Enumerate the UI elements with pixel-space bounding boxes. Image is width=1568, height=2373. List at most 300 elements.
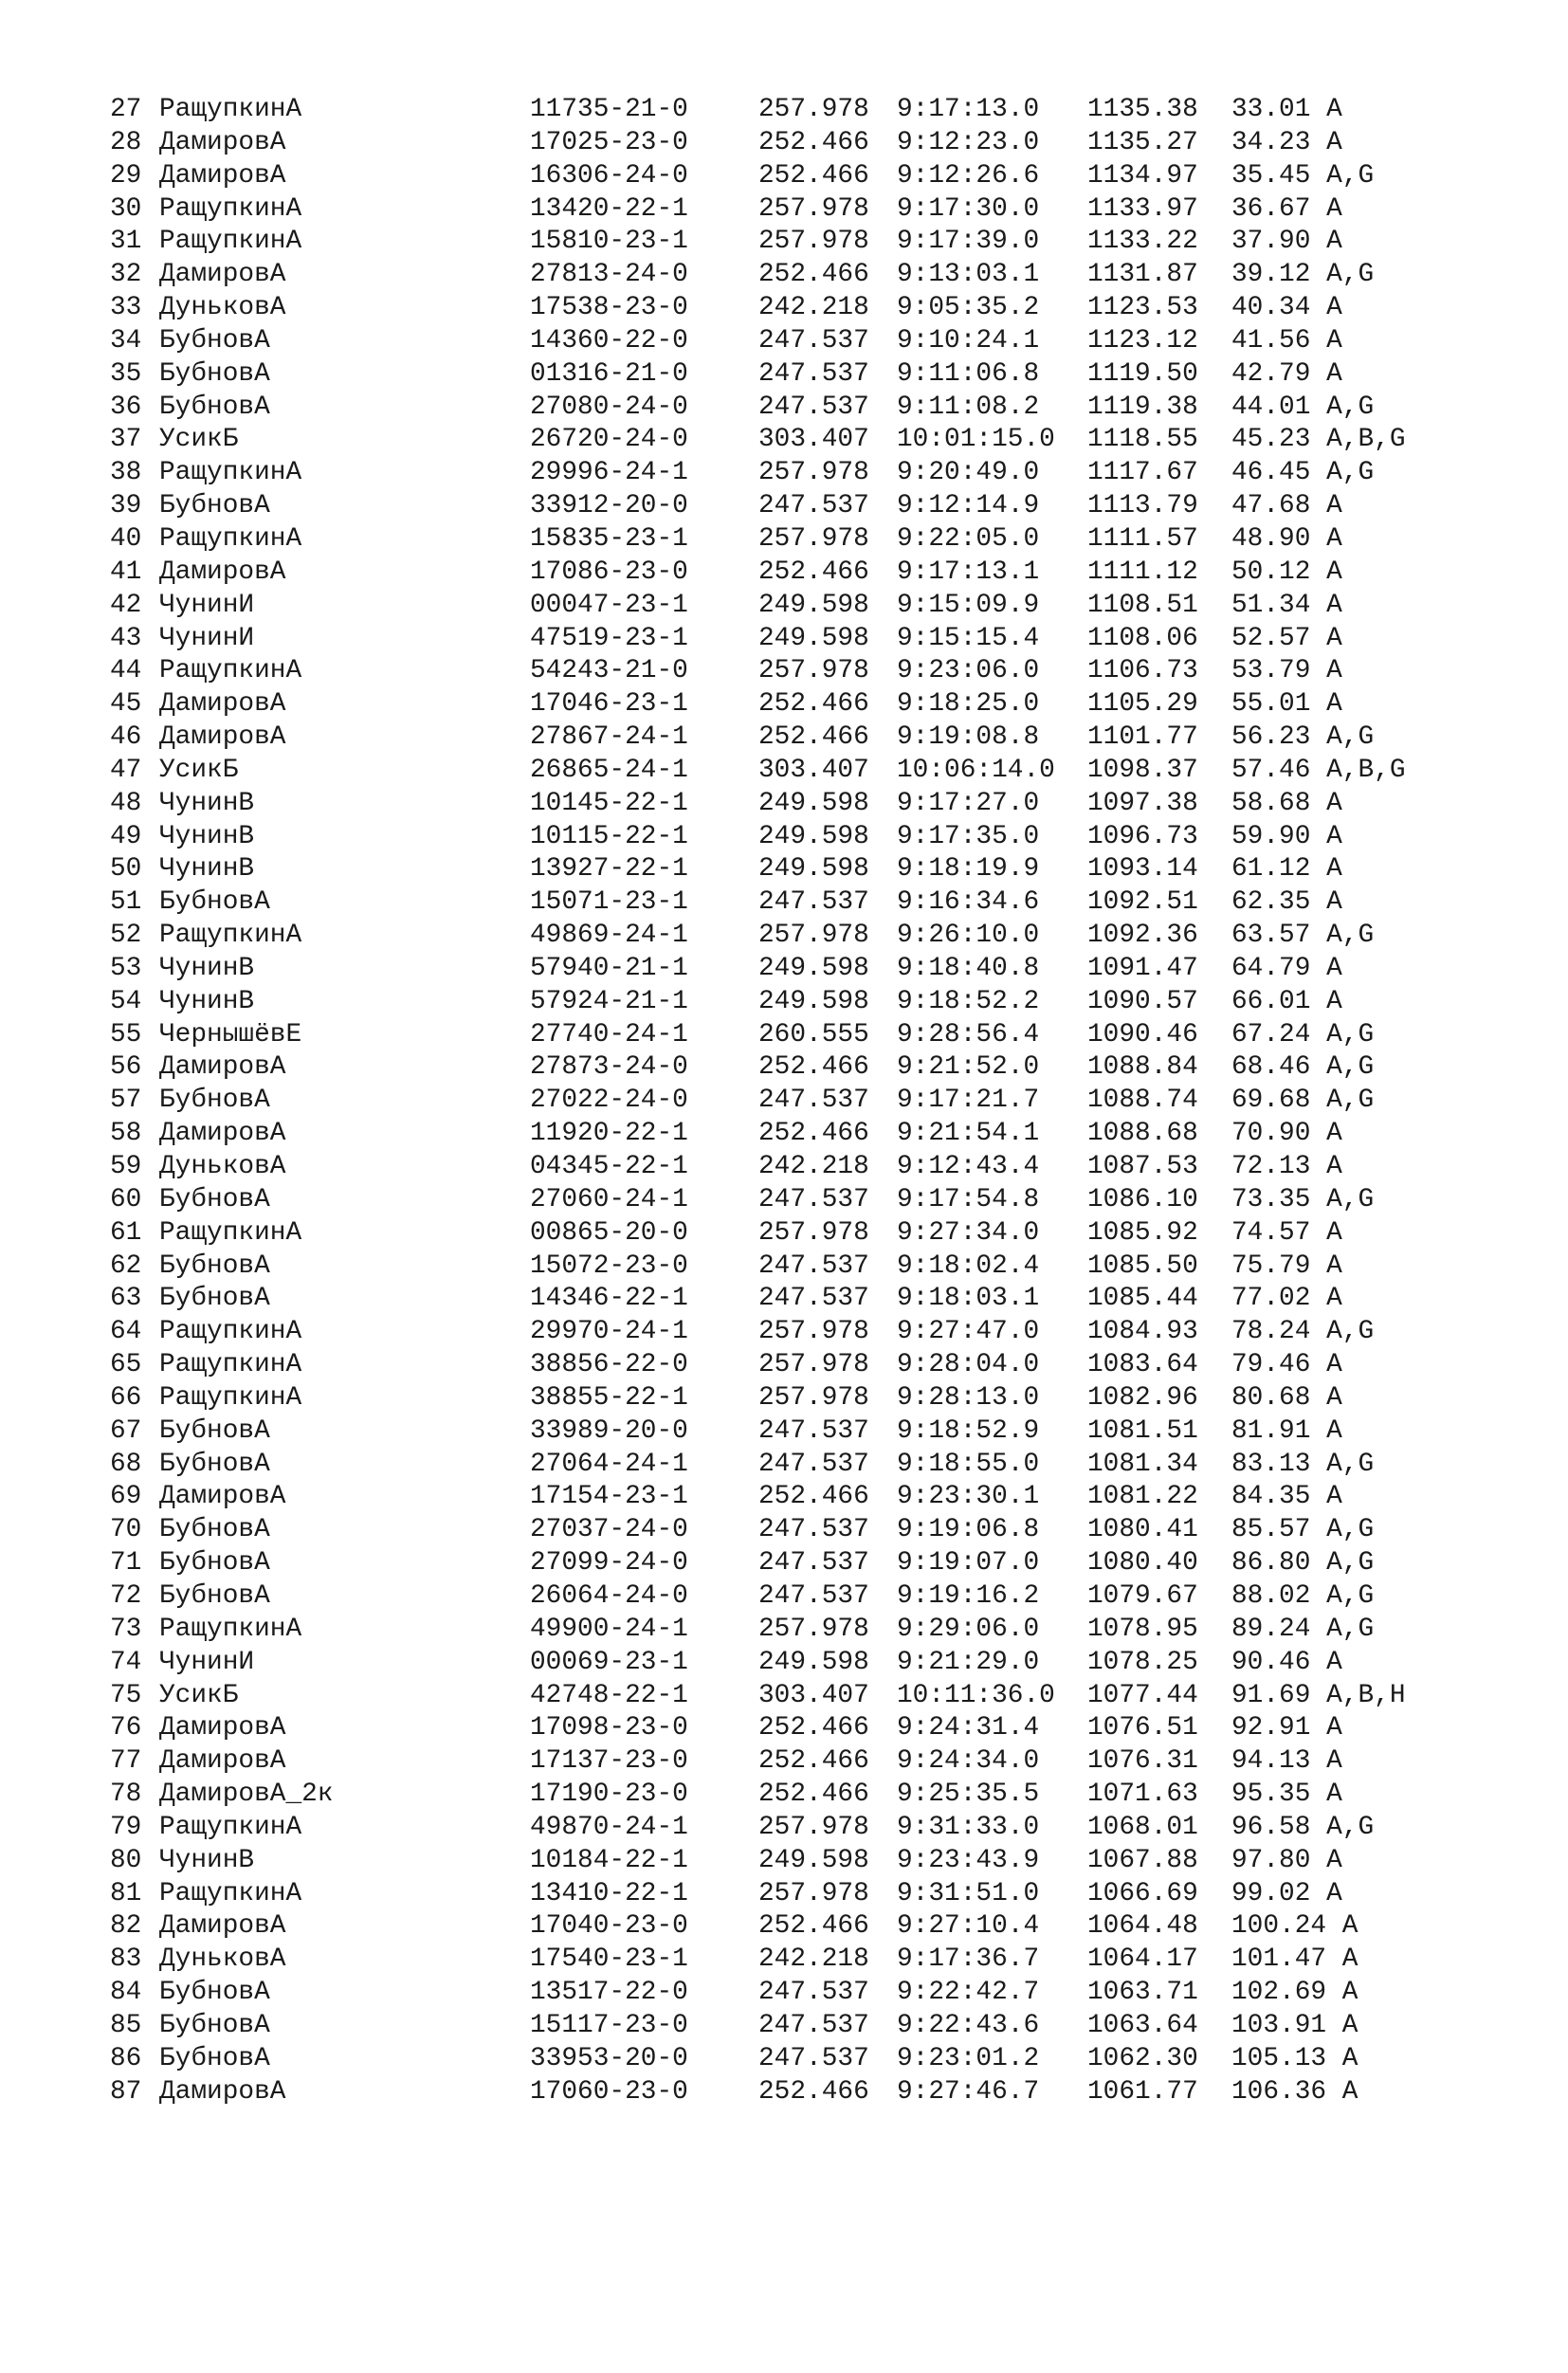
place-number: 29 bbox=[110, 160, 142, 191]
result-row bbox=[110, 193, 1513, 227]
coefficient-and-flags bbox=[1231, 1977, 1358, 2010]
fancier-name: РащупкинА bbox=[159, 656, 302, 686]
result-row bbox=[110, 1712, 1513, 1745]
coefficient-and-flags bbox=[1231, 853, 1342, 886]
speed: 1135.38 bbox=[1087, 95, 1198, 124]
coefficient-and-flags bbox=[1231, 1085, 1374, 1118]
flags: A bbox=[1326, 1119, 1342, 1149]
fancier-name: ЧунинИ bbox=[159, 590, 255, 620]
speed: 1083.64 bbox=[1087, 1350, 1198, 1380]
ring-number: 42748-22-1 bbox=[530, 1680, 688, 1710]
arrival-time: 9:26:10.0 bbox=[897, 921, 1040, 951]
coefficient: 70.90 bbox=[1231, 1119, 1311, 1149]
result-row bbox=[110, 1514, 1513, 1547]
coefficient-and-flags bbox=[1231, 1580, 1374, 1614]
result-row bbox=[110, 1316, 1513, 1349]
flags: A bbox=[1326, 95, 1342, 124]
result-row bbox=[110, 1250, 1513, 1284]
ring-number: 04345-22-1 bbox=[530, 1152, 688, 1181]
coefficient: 90.46 bbox=[1231, 1647, 1311, 1677]
result-row bbox=[110, 1151, 1513, 1184]
ring-number: 16306-24-0 bbox=[530, 160, 688, 191]
result-row bbox=[110, 1184, 1513, 1217]
speed: 1078.95 bbox=[1087, 1614, 1198, 1644]
arrival-time: 9:27:47.0 bbox=[897, 1317, 1040, 1347]
ring-number: 27813-24-0 bbox=[530, 260, 688, 290]
result-row bbox=[110, 590, 1513, 623]
ring-number: 15835-23-1 bbox=[530, 523, 688, 554]
distance: 257.978 bbox=[758, 656, 869, 686]
distance: 257.978 bbox=[758, 95, 869, 124]
flags: A bbox=[1326, 689, 1342, 720]
fancier-name: ЧернышёвЕ bbox=[159, 1019, 302, 1050]
place-number: 83 bbox=[110, 1944, 142, 1975]
ring-number: 33912-20-0 bbox=[530, 491, 688, 521]
flags: A,G bbox=[1326, 392, 1375, 422]
flags: A,G bbox=[1326, 1580, 1375, 1611]
distance: 252.466 bbox=[758, 260, 869, 290]
ring-number: 17025-23-0 bbox=[530, 127, 688, 157]
speed: 1097.38 bbox=[1087, 788, 1198, 818]
place-number: 72 bbox=[110, 1580, 142, 1611]
coefficient-and-flags bbox=[1231, 1944, 1358, 1977]
arrival-time: 9:22:42.7 bbox=[897, 1978, 1040, 2008]
distance: 257.978 bbox=[758, 193, 869, 224]
fancier-name: УсикБ bbox=[159, 755, 239, 785]
coefficient: 33.01 bbox=[1231, 95, 1311, 124]
flags: A,G bbox=[1326, 921, 1375, 951]
place-number: 43 bbox=[110, 623, 142, 653]
place-number: 86 bbox=[110, 2043, 142, 2073]
speed: 1108.06 bbox=[1087, 623, 1198, 653]
speed: 1123.12 bbox=[1087, 325, 1198, 356]
place-number: 50 bbox=[110, 854, 142, 885]
place-number: 52 bbox=[110, 921, 142, 951]
flags: A,B,G bbox=[1326, 425, 1406, 455]
coefficient-and-flags bbox=[1231, 1745, 1342, 1779]
ring-number: 49870-24-1 bbox=[530, 1812, 688, 1842]
speed: 1064.48 bbox=[1087, 1911, 1198, 1942]
distance: 247.537 bbox=[758, 1415, 869, 1446]
coefficient-and-flags bbox=[1231, 2076, 1358, 2109]
arrival-time: 9:12:43.4 bbox=[897, 1152, 1040, 1181]
coefficient: 97.80 bbox=[1231, 1845, 1311, 1875]
result-row bbox=[110, 94, 1513, 127]
speed: 1063.71 bbox=[1087, 1978, 1198, 2008]
result-row bbox=[110, 1349, 1513, 1382]
distance: 247.537 bbox=[758, 392, 869, 422]
coefficient: 106.36 bbox=[1231, 2076, 1327, 2107]
distance: 247.537 bbox=[758, 1548, 869, 1579]
result-row bbox=[110, 490, 1513, 523]
coefficient-and-flags bbox=[1231, 821, 1342, 854]
coefficient-and-flags bbox=[1231, 1382, 1342, 1415]
coefficient: 56.23 bbox=[1231, 722, 1311, 753]
flags: A bbox=[1326, 623, 1342, 653]
result-row bbox=[110, 2010, 1513, 2043]
fancier-name: РащупкинА bbox=[159, 1812, 302, 1842]
arrival-time: 9:10:24.1 bbox=[897, 325, 1040, 356]
coefficient: 39.12 bbox=[1231, 260, 1311, 290]
coefficient: 48.90 bbox=[1231, 523, 1311, 554]
ring-number: 33953-20-0 bbox=[530, 2043, 688, 2073]
coefficient: 103.91 bbox=[1231, 2010, 1327, 2040]
speed: 1113.79 bbox=[1087, 491, 1198, 521]
fancier-name: ДамировА bbox=[159, 2076, 286, 2107]
ring-number: 57940-21-1 bbox=[530, 953, 688, 983]
arrival-time: 9:18:52.2 bbox=[897, 986, 1040, 1016]
flags: A bbox=[1326, 293, 1342, 323]
distance: 247.537 bbox=[758, 491, 869, 521]
speed: 1108.51 bbox=[1087, 590, 1198, 620]
coefficient-and-flags bbox=[1231, 1415, 1342, 1449]
place-number: 78 bbox=[110, 1780, 142, 1810]
result-row bbox=[110, 755, 1513, 788]
fancier-name: ДамировА bbox=[159, 1746, 286, 1777]
result-row bbox=[110, 920, 1513, 953]
distance: 252.466 bbox=[758, 557, 869, 587]
coefficient-and-flags bbox=[1231, 1712, 1342, 1745]
coefficient: 74.57 bbox=[1231, 1217, 1311, 1248]
speed: 1092.36 bbox=[1087, 921, 1198, 951]
place-number: 62 bbox=[110, 1250, 142, 1281]
distance: 252.466 bbox=[758, 1119, 869, 1149]
result-row bbox=[110, 886, 1513, 920]
flags: A bbox=[1326, 1284, 1342, 1314]
flags: A bbox=[1326, 1746, 1342, 1777]
ring-number: 15810-23-1 bbox=[530, 227, 688, 257]
speed: 1064.17 bbox=[1087, 1944, 1198, 1975]
ring-number: 27099-24-0 bbox=[530, 1548, 688, 1579]
speed: 1135.27 bbox=[1087, 127, 1198, 157]
fancier-name: БубновА bbox=[159, 1580, 270, 1611]
ring-number: 27060-24-1 bbox=[530, 1184, 688, 1214]
distance: 247.537 bbox=[758, 1250, 869, 1281]
ring-number: 26064-24-0 bbox=[530, 1580, 688, 1611]
place-number: 79 bbox=[110, 1812, 142, 1842]
speed: 1076.51 bbox=[1087, 1713, 1198, 1743]
flags: A bbox=[1326, 557, 1342, 587]
coefficient: 50.12 bbox=[1231, 557, 1311, 587]
flags: A bbox=[1326, 127, 1342, 157]
fancier-name: ЧунинВ bbox=[159, 1845, 255, 1875]
fancier-name: БубновА bbox=[159, 392, 270, 422]
place-number: 51 bbox=[110, 887, 142, 918]
fancier-name: РащупкинА bbox=[159, 227, 302, 257]
place-number: 47 bbox=[110, 755, 142, 785]
fancier-name: ДамировА bbox=[159, 722, 286, 753]
distance: 242.218 bbox=[758, 293, 869, 323]
flags: A,B,G bbox=[1326, 755, 1406, 785]
coefficient: 51.34 bbox=[1231, 590, 1311, 620]
result-row bbox=[110, 853, 1513, 886]
distance: 247.537 bbox=[758, 2043, 869, 2073]
result-row bbox=[110, 1614, 1513, 1647]
coefficient: 73.35 bbox=[1231, 1184, 1311, 1214]
ring-number: 17086-23-0 bbox=[530, 557, 688, 587]
result-row bbox=[110, 1118, 1513, 1151]
coefficient: 105.13 bbox=[1231, 2043, 1327, 2073]
distance: 247.537 bbox=[758, 2010, 869, 2040]
coefficient-and-flags bbox=[1231, 1845, 1342, 1878]
place-number: 65 bbox=[110, 1350, 142, 1380]
coefficient-and-flags bbox=[1231, 1151, 1342, 1184]
ring-number: 01316-21-0 bbox=[530, 358, 688, 389]
coefficient-and-flags bbox=[1231, 1019, 1374, 1052]
arrival-time: 9:27:34.0 bbox=[897, 1217, 1040, 1248]
distance: 249.598 bbox=[758, 821, 869, 851]
ring-number: 13420-22-1 bbox=[530, 193, 688, 224]
place-number: 71 bbox=[110, 1548, 142, 1579]
flags: A bbox=[1326, 491, 1342, 521]
speed: 1117.67 bbox=[1087, 458, 1198, 488]
arrival-time: 9:19:08.8 bbox=[897, 722, 1040, 753]
speed: 1068.01 bbox=[1087, 1812, 1198, 1842]
coefficient-and-flags bbox=[1231, 1184, 1374, 1217]
flags: A bbox=[1326, 1350, 1342, 1380]
coefficient-and-flags bbox=[1231, 1118, 1342, 1151]
distance: 247.537 bbox=[758, 358, 869, 389]
speed: 1090.46 bbox=[1087, 1019, 1198, 1050]
ring-number: 13410-22-1 bbox=[530, 1878, 688, 1908]
fancier-name: ДамировА bbox=[159, 160, 286, 191]
coefficient: 61.12 bbox=[1231, 854, 1311, 885]
coefficient: 47.68 bbox=[1231, 491, 1311, 521]
speed: 1085.92 bbox=[1087, 1217, 1198, 1248]
fancier-name: ЧунинВ bbox=[159, 953, 255, 983]
speed: 1076.31 bbox=[1087, 1746, 1198, 1777]
coefficient: 81.91 bbox=[1231, 1415, 1311, 1446]
arrival-time: 9:23:01.2 bbox=[897, 2043, 1040, 2073]
fancier-name: ЧунинВ bbox=[159, 854, 255, 885]
arrival-time: 9:18:03.1 bbox=[897, 1284, 1040, 1314]
ring-number: 27022-24-0 bbox=[530, 1086, 688, 1116]
speed: 1088.74 bbox=[1087, 1086, 1198, 1116]
speed: 1086.10 bbox=[1087, 1184, 1198, 1214]
arrival-time: 9:12:26.6 bbox=[897, 160, 1040, 191]
coefficient: 59.90 bbox=[1231, 821, 1311, 851]
flags: A bbox=[1326, 1878, 1342, 1908]
ring-number: 17098-23-0 bbox=[530, 1713, 688, 1743]
distance: 242.218 bbox=[758, 1944, 869, 1975]
coefficient: 96.58 bbox=[1231, 1812, 1311, 1842]
speed: 1133.97 bbox=[1087, 193, 1198, 224]
fancier-name: БубновА bbox=[159, 358, 270, 389]
speed: 1062.30 bbox=[1087, 2043, 1198, 2073]
place-number: 87 bbox=[110, 2076, 142, 2107]
fancier-name: РащупкинА bbox=[159, 95, 302, 124]
coefficient-and-flags bbox=[1231, 523, 1342, 557]
place-number: 70 bbox=[110, 1515, 142, 1545]
distance: 252.466 bbox=[758, 1911, 869, 1942]
distance: 247.537 bbox=[758, 325, 869, 356]
flags: A,G bbox=[1326, 260, 1375, 290]
speed: 1088.84 bbox=[1087, 1052, 1198, 1083]
result-row bbox=[110, 457, 1513, 490]
result-row bbox=[110, 688, 1513, 721]
fancier-name: БубновА bbox=[159, 1184, 270, 1214]
coefficient: 35.45 bbox=[1231, 160, 1311, 191]
result-row bbox=[110, 2043, 1513, 2076]
results-table bbox=[110, 94, 1513, 2108]
ring-number: 54243-21-0 bbox=[530, 656, 688, 686]
result-row bbox=[110, 1283, 1513, 1316]
speed: 1134.97 bbox=[1087, 160, 1198, 191]
speed: 1079.67 bbox=[1087, 1580, 1198, 1611]
speed: 1111.12 bbox=[1087, 557, 1198, 587]
coefficient: 57.46 bbox=[1231, 755, 1311, 785]
arrival-time: 9:15:15.4 bbox=[897, 623, 1040, 653]
distance: 247.537 bbox=[758, 1284, 869, 1314]
flags: A bbox=[1326, 1780, 1342, 1810]
arrival-time: 10:06:14.0 bbox=[897, 755, 1055, 785]
arrival-time: 9:12:23.0 bbox=[897, 127, 1040, 157]
flags: A bbox=[1326, 1482, 1342, 1512]
coefficient: 53.79 bbox=[1231, 656, 1311, 686]
ring-number: 38855-22-1 bbox=[530, 1382, 688, 1413]
coefficient: 75.79 bbox=[1231, 1250, 1311, 1281]
fancier-name: БубновА bbox=[159, 887, 270, 918]
fancier-name: РащупкинА bbox=[159, 1217, 302, 1248]
fancier-name: РащупкинА bbox=[159, 458, 302, 488]
coefficient-and-flags bbox=[1231, 292, 1342, 325]
distance: 249.598 bbox=[758, 854, 869, 885]
coefficient-and-flags bbox=[1231, 2043, 1358, 2076]
coefficient-and-flags bbox=[1231, 127, 1342, 160]
fancier-name: РащупкинА bbox=[159, 523, 302, 554]
place-number: 61 bbox=[110, 1217, 142, 1248]
arrival-time: 9:24:31.4 bbox=[897, 1713, 1040, 1743]
distance: 257.978 bbox=[758, 1382, 869, 1413]
speed: 1131.87 bbox=[1087, 260, 1198, 290]
place-number: 38 bbox=[110, 458, 142, 488]
ring-number: 27740-24-1 bbox=[530, 1019, 688, 1050]
place-number: 67 bbox=[110, 1415, 142, 1446]
speed: 1123.53 bbox=[1087, 293, 1198, 323]
coefficient: 95.35 bbox=[1231, 1780, 1311, 1810]
ring-number: 17060-23-0 bbox=[530, 2076, 688, 2107]
arrival-time: 9:15:09.9 bbox=[897, 590, 1040, 620]
ring-number: 27873-24-0 bbox=[530, 1052, 688, 1083]
ring-number: 15072-23-0 bbox=[530, 1250, 688, 1281]
coefficient-and-flags bbox=[1231, 424, 1406, 457]
flags: A bbox=[1326, 1217, 1342, 1248]
result-row bbox=[110, 358, 1513, 392]
arrival-time: 9:12:14.9 bbox=[897, 491, 1040, 521]
ring-number: 15117-23-0 bbox=[530, 2010, 688, 2040]
ring-number: 10184-22-1 bbox=[530, 1845, 688, 1875]
arrival-time: 9:11:08.2 bbox=[897, 392, 1040, 422]
coefficient: 80.68 bbox=[1231, 1382, 1311, 1413]
arrival-time: 9:31:33.0 bbox=[897, 1812, 1040, 1842]
coefficient-and-flags bbox=[1231, 1217, 1342, 1250]
arrival-time: 9:22:43.6 bbox=[897, 2010, 1040, 2040]
coefficient: 63.57 bbox=[1231, 921, 1311, 951]
result-row bbox=[110, 1580, 1513, 1614]
speed: 1085.50 bbox=[1087, 1250, 1198, 1281]
fancier-name: УсикБ bbox=[159, 1680, 239, 1710]
flags: A bbox=[1326, 1647, 1342, 1677]
ring-number: 13517-22-0 bbox=[530, 1978, 688, 2008]
arrival-time: 9:19:06.8 bbox=[897, 1515, 1040, 1545]
flags: A,G bbox=[1326, 722, 1375, 753]
coefficient-and-flags bbox=[1231, 226, 1342, 259]
distance: 252.466 bbox=[758, 1780, 869, 1810]
ring-number: 17190-23-0 bbox=[530, 1780, 688, 1810]
coefficient-and-flags bbox=[1231, 1547, 1374, 1580]
fancier-name: ДамировА bbox=[159, 260, 286, 290]
arrival-time: 9:17:27.0 bbox=[897, 788, 1040, 818]
distance: 252.466 bbox=[758, 1746, 869, 1777]
flags: A bbox=[1326, 788, 1342, 818]
place-number: 68 bbox=[110, 1449, 142, 1479]
arrival-time: 9:13:03.1 bbox=[897, 260, 1040, 290]
distance: 247.537 bbox=[758, 1515, 869, 1545]
result-row bbox=[110, 424, 1513, 457]
coefficient: 91.69 bbox=[1231, 1680, 1311, 1710]
result-row bbox=[110, 788, 1513, 821]
result-row bbox=[110, 1745, 1513, 1779]
result-row bbox=[110, 953, 1513, 986]
coefficient-and-flags bbox=[1231, 1614, 1374, 1647]
place-number: 66 bbox=[110, 1382, 142, 1413]
arrival-time: 9:18:25.0 bbox=[897, 689, 1040, 720]
speed: 1087.53 bbox=[1087, 1152, 1198, 1181]
ring-number: 27867-24-1 bbox=[530, 722, 688, 753]
ring-number: 17154-23-1 bbox=[530, 1482, 688, 1512]
speed: 1077.44 bbox=[1087, 1680, 1198, 1710]
coefficient: 55.01 bbox=[1231, 689, 1311, 720]
fancier-name: БубновА bbox=[159, 1415, 270, 1446]
coefficient: 84.35 bbox=[1231, 1482, 1311, 1512]
speed: 1106.73 bbox=[1087, 656, 1198, 686]
arrival-time: 9:29:06.0 bbox=[897, 1614, 1040, 1644]
flags: A,G bbox=[1326, 1812, 1375, 1842]
place-number: 44 bbox=[110, 656, 142, 686]
ring-number: 17538-23-0 bbox=[530, 293, 688, 323]
flags: A,G bbox=[1326, 458, 1375, 488]
coefficient: 79.46 bbox=[1231, 1350, 1311, 1380]
arrival-time: 9:17:30.0 bbox=[897, 193, 1040, 224]
flags: A bbox=[1341, 1911, 1358, 1942]
coefficient: 85.57 bbox=[1231, 1515, 1311, 1545]
fancier-name: ДуньковА bbox=[159, 293, 286, 323]
fancier-name: УсикБ bbox=[159, 425, 239, 455]
ring-number: 17046-23-1 bbox=[530, 689, 688, 720]
result-row bbox=[110, 226, 1513, 259]
result-row bbox=[110, 1680, 1513, 1713]
flags: A bbox=[1341, 2010, 1358, 2040]
flags: A bbox=[1326, 523, 1342, 554]
coefficient: 58.68 bbox=[1231, 788, 1311, 818]
fancier-name: РащупкинА bbox=[159, 1878, 302, 1908]
coefficient-and-flags bbox=[1231, 259, 1374, 292]
coefficient-and-flags bbox=[1231, 1910, 1358, 1944]
distance: 252.466 bbox=[758, 2076, 869, 2107]
coefficient: 78.24 bbox=[1231, 1317, 1311, 1347]
place-number: 46 bbox=[110, 722, 142, 753]
place-number: 73 bbox=[110, 1614, 142, 1644]
coefficient: 69.68 bbox=[1231, 1086, 1311, 1116]
flags: A bbox=[1326, 854, 1342, 885]
distance: 252.466 bbox=[758, 722, 869, 753]
arrival-time: 9:23:06.0 bbox=[897, 656, 1040, 686]
distance: 257.978 bbox=[758, 1614, 869, 1644]
fancier-name: ДуньковА bbox=[159, 1944, 286, 1975]
distance: 257.978 bbox=[758, 1317, 869, 1347]
ring-number: 00047-23-1 bbox=[530, 590, 688, 620]
coefficient-and-flags bbox=[1231, 623, 1342, 656]
